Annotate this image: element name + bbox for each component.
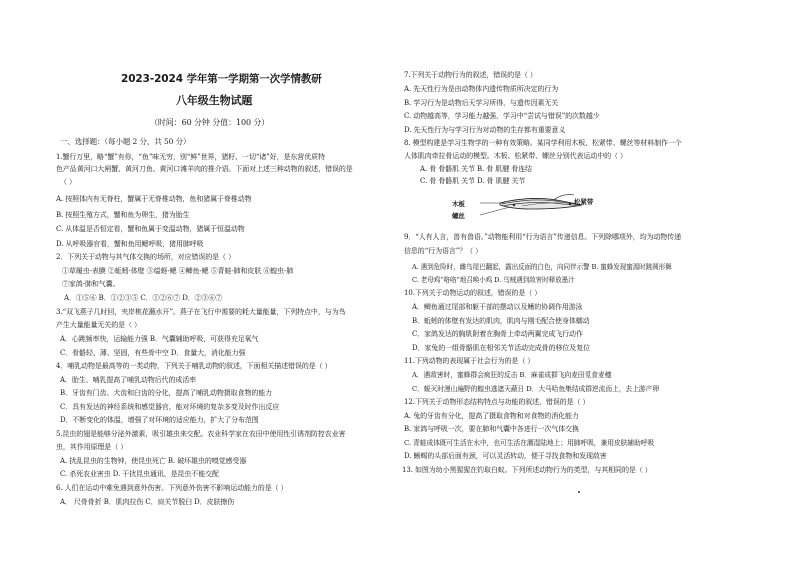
q10-option-a: A．鲫鱼通过尾部和躯干部的摆动以及鳍的协调作用游泳 <box>412 303 583 311</box>
q1-option-a: A. 按照体内有无脊柱，蟹属于无脊椎动物，鱼和猪属于脊椎动物 <box>56 195 252 203</box>
q1-option-b: B. 按照生殖方式，蟹和鱼为卵生，猪为胎生 <box>56 211 190 219</box>
q2-options: A．①⑤⑥ B．①②③⑤ C．①②⑥⑦ D．②③⑥⑦ <box>64 294 223 302</box>
question-1-line: （ ） <box>60 178 76 186</box>
q7-option-c: C. 动物越高等，学习能力越强，学习中“尝试与错误”的次数越少 <box>404 112 600 120</box>
screw-icon <box>569 203 571 205</box>
q1-option-c: C. 从体温是否恒定看，蟹和鱼属于变温动物，猪属于恒温动物 <box>56 225 245 233</box>
question-8-line: 8. 模型构建是学习生物学的一种有效策略。某同学利用木板、松紧带、螺丝等材料制作一个 <box>404 139 682 147</box>
q3-options-cd: C．骨骼轻、薄、坚固，有些骨中空 D．食量大，消化能力强 <box>60 349 246 357</box>
q6-options: A． 尺骨骨折 B．肌肉拉伤 C．肩关节脱臼 D．皮肤擦伤 <box>60 498 235 506</box>
question-1-line: 色产品黄河口大闸蟹、黄河刀鱼、黄河口滩羊肉的推介语。下面对上述三种动物的叙述，错误的是 <box>56 165 353 173</box>
question-5-line: 虫，其作用原理是（ ） <box>56 443 128 451</box>
q3-options-ab: A．心跳频率快，运输能力强 B．气囊辅助呼吸，可获得充足氧气 <box>60 335 259 343</box>
exam-grade-title: 八年级生物试题 <box>176 94 253 107</box>
question-1-line: 1.蟹行万里，略“蟹”有你，“鱼”味无穷，别“鲜”世界，猪籽、一切“诸”好，是东营优质特 <box>56 153 325 161</box>
question-2-line: 2．下列关于动物与其气体交换的场所，对应错误的是（ ） <box>56 253 235 261</box>
question-12-line: 12.下列关于动物形态结构特点与功能的叙述，错误的是（ ） <box>404 398 590 406</box>
question-9-line: 9．“人有人言，兽有兽语。”动物能利用“行为语言”传递信息。下列除哪项外，均为动物传递 <box>404 233 681 241</box>
q4-option-d: D．不断变化的体温，增强了对环境的适应能力，扩大了分布范围 <box>60 416 259 424</box>
question-8-line: 人体肌肉牵拉骨运动的模型。木板、松紧带、螺丝分别代表运动中的（ ） <box>404 152 627 160</box>
question-9-line: 信息的“行为语言”？（ ） <box>404 247 483 255</box>
q12-option-b: B. 家鸽与呼吸一次，要在肺和气囊中各进行一次气体交换 <box>404 425 579 433</box>
question-7-line: 7.下列关于动物行为的叙述，错误的是（ ） <box>404 71 537 79</box>
q10-option-d: D．家兔的一组骨骼肌在相邻关节活动完成骨的移位及复位 <box>412 344 591 352</box>
screw-icon <box>513 204 515 206</box>
exam-year-title: 2023-2024 学年第一学期第一次学情教研 <box>121 73 322 85</box>
question-2-line: ⑦家鸽-肺和气囊。 <box>62 280 120 288</box>
q8-options-ab: A. 骨 骨骼肌 关节 B. 骨 肌腱 骨连结 <box>420 165 532 173</box>
q7-option-d: D. 先天性行为与学习行为对动物的生存都有重要意义 <box>404 126 566 134</box>
figure-label-board: 木板 <box>452 200 465 208</box>
q5-options-ab: A. 扰乱昆虫的生物钟，使昆虫死亡 B. 破坏雄虫的嗅觉感受器 <box>60 457 247 465</box>
q7-option-b: B. 学习行为是动物后天学习所得，与遗传因素无关 <box>404 99 559 107</box>
q8-options-cd: C. 骨 骨骼肌 关节 D. 骨 肌腱 关节 <box>420 177 526 185</box>
q11-options-cd: C．蜕灭时漫山遍野的蝗虫逃遮天蔽日 D．大马哈鱼集结成群逆流而上，去上游产卵 <box>412 385 659 393</box>
muscle-model-drawing <box>462 189 612 225</box>
question-10-line: 10.下列关于动物运动的叙述，错误的是（ ） <box>404 289 542 297</box>
question-11-line: 11.下列动物的表现属于社会行为的是（ ） <box>404 357 535 365</box>
section-heading: 一、选择题：（每小题 2 分，共 50 分） <box>60 137 191 146</box>
q4-option-b: B．牙齿有门齿、犬齿和臼齿的分化，提高了哺乳动物摄取食物的能力 <box>60 389 273 397</box>
figure-label-screw: 螺丝 <box>452 212 465 220</box>
q9-options-cd: C. 老母鸡“咯咯”地召唤小鸡 D. 乌贼遇到敌害时释放墨汁 <box>412 276 575 284</box>
question-6-line: 6. 人们在运动中难免遇到意外伤害。下列意外伤害不影响运动能力的是（ ） <box>56 484 288 492</box>
q4-option-a: A．胎生、哺乳提高了哺乳动物后代的成活率 <box>60 376 197 384</box>
muscle-model-figure <box>462 189 612 225</box>
question-13-line: 13. 如图为幼小黑猩猩在钓取白蚁。下列所述动物行为的类型，与其相同的是（ ） <box>402 466 652 474</box>
pointer-line <box>554 195 574 200</box>
q12-option-a: A. 兔的牙齿有分化，提高了摄取食物和对食物的消化能力 <box>404 412 579 420</box>
stray-mark <box>578 491 580 493</box>
q4-option-c: C．具有发达的神经系统和感觉器官，能对环境的复杂多变及时作出反应 <box>60 403 280 411</box>
q1-option-d: D. 从呼吸器官看，蟹和鱼用鳃呼吸，猪用肺呼吸 <box>56 240 204 248</box>
screw-pointer-line <box>480 207 510 215</box>
q10-option-c: C．家鸽发达的胸肌附着在胸骨上牵动两翼完成飞行动作 <box>412 330 583 338</box>
question-4-line: 4．哺乳动物是最高等的一类动物，下列关于哺乳动物的叙述，下面相关描述错误的是（ ） <box>56 362 332 370</box>
question-5-line: 5.昆虫的翅是能够分泌外激素，吸引雄虫来交配。农业科学家在农田中使用性引诱剂防控农业害 <box>56 430 346 438</box>
question-3-line: 产生大量能量无关的是（ ） <box>56 321 141 329</box>
q5-options-cd: C. 杀死农业害虫 D. 干扰昆虫通讯，是昆虫不能交配 <box>60 470 219 478</box>
q10-option-b: B．蚯蚓的体壁有发达的肌肉，肌肉与刚毛配合使身体蠕动 <box>412 317 590 325</box>
figure-label-elastic: 松紧带 <box>574 198 594 206</box>
q7-option-a: A. 先天性行为是由动物体内遗传物质所决定的行为 <box>404 85 559 93</box>
q11-options-ab: A．遇敌害时，蜜蜂群会疯狂的反击 B．麻雀成群飞向麦田觅食麦穗 <box>412 371 612 379</box>
question-3-line: 3.“双飞燕子几时回，夹岸桃花蘸水开”。燕子在飞行中需要的耗大量能量，下列特点中，与为鸟 <box>56 308 346 316</box>
q9-options-ab: A. 遇到危险时，雌鸟尾巴翻起，露出反面的白色，向同伴示警 B. 蜜蜂发现蜜源时跳圆形舞 <box>412 263 672 271</box>
q12-option-d: D. 蜥蜴的头部后面有颈，可以灵活转动，便于寻找食物和发现敌害 <box>404 452 607 460</box>
exam-time-score: （时间：60 分钟 分值：100 分） <box>150 118 270 127</box>
question-2-line: ①草履虫-表膜 ②蚯蚓-体壁 ③缢蛏-鳃 ④鲫鱼-鳃 ⑤青蛙-肺和皮肤 ⑥蝗虫-肺 <box>62 267 294 275</box>
q12-option-c: C. 青蛙成体既可生活在水中，也可生活在潮湿陆地上；用肺呼吸，兼用皮肤辅助呼吸 <box>404 439 655 447</box>
